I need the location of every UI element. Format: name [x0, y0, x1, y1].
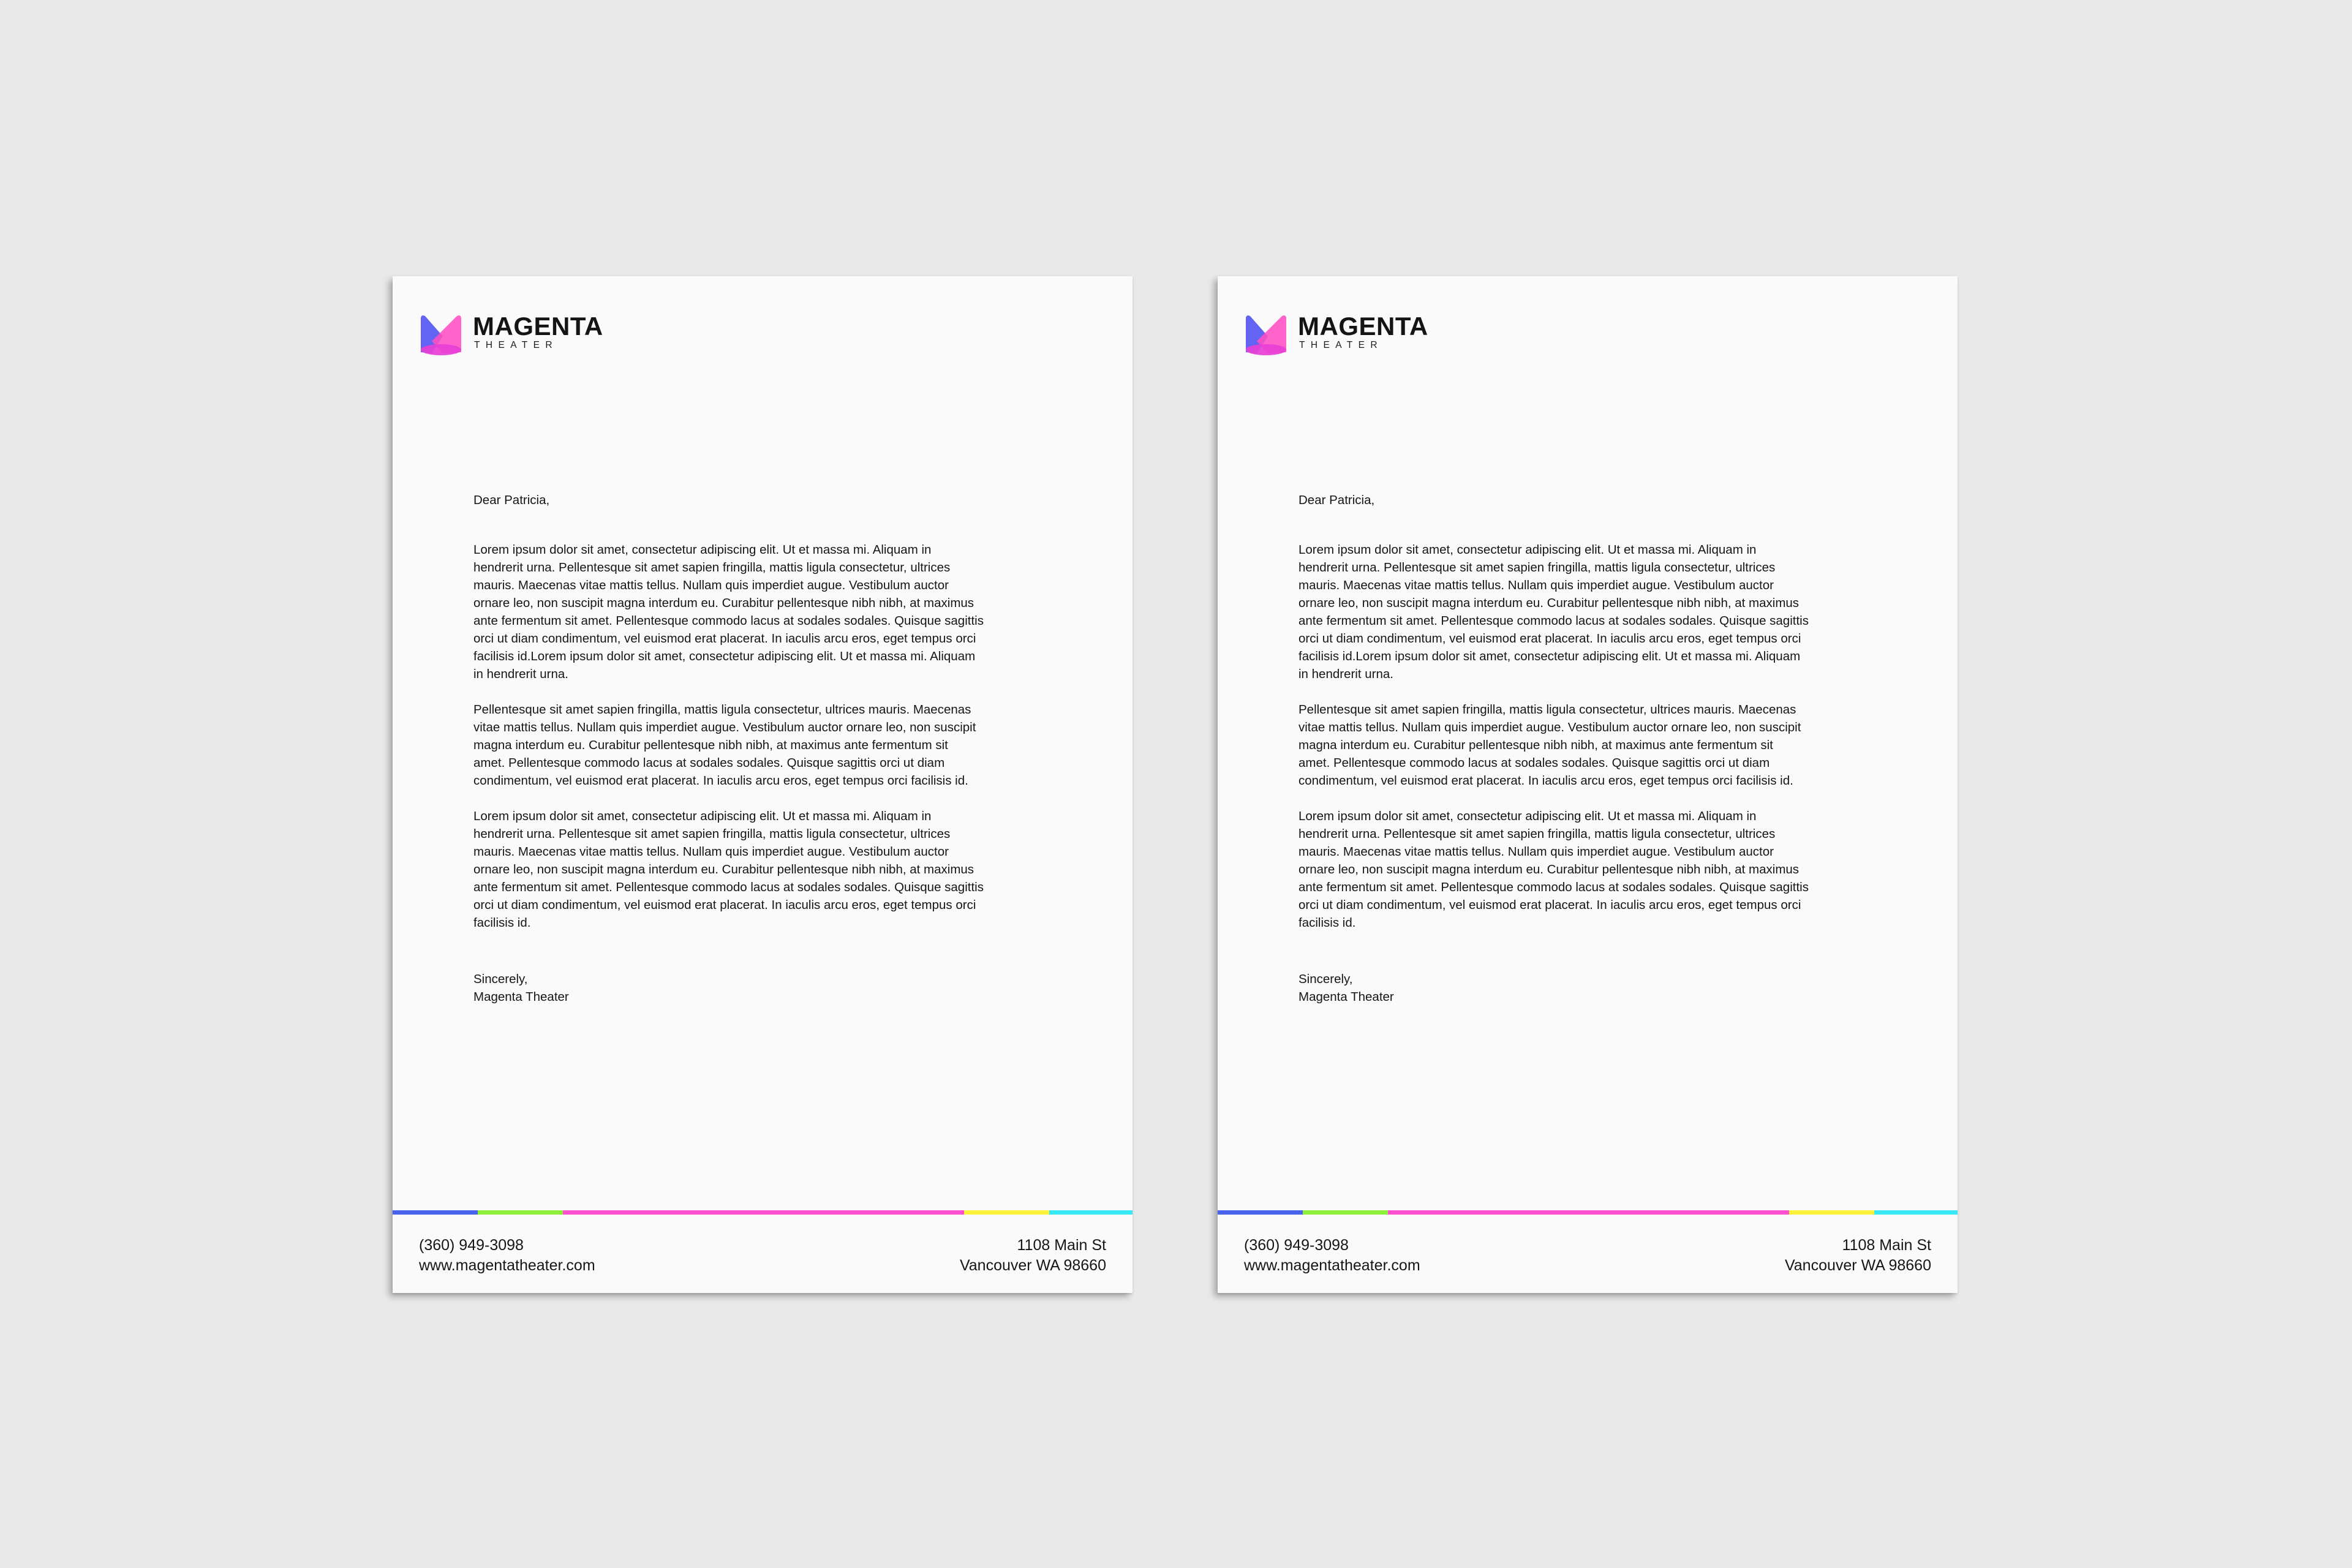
- paragraph-line: orci ut diam condimentum, vel euismod erat placerat. In iaculis arcu eros, eget tempus orci: [1298, 898, 1801, 912]
- stripe-segment-blue: [1218, 1210, 1303, 1215]
- salutation: Dear Patricia,: [473, 493, 550, 507]
- paragraph-line: hendrerit urna. Pellentesque sit amet sapien fringilla, mattis ligula consectetur, ultrices: [1298, 560, 1776, 575]
- signature: Magenta Theater: [473, 990, 569, 1004]
- paragraph-line: mauris. Maecenas vitae mattis tellus. Nullam quis imperdiet augue. Vestibulum auctor: [473, 845, 949, 859]
- paragraph-line: in hendrerit urna.: [473, 667, 568, 681]
- paragraph-line: mauris. Maecenas vitae mattis tellus. Nullam quis imperdiet augue. Vestibulum auctor: [473, 578, 949, 592]
- paragraph-line: hendrerit urna. Pellentesque sit amet sapien fringilla, mattis ligula consectetur, ultrices: [473, 560, 951, 575]
- stripe-segment-cyan: [1049, 1210, 1133, 1215]
- paragraph-line: facilisis id.: [473, 916, 531, 930]
- paragraph-line: amet. Pellentesque commodo lacus at sodales sodales. Quisque sagittis orci ut diam: [1298, 756, 1770, 770]
- address-line-2: Vancouver WA 98660: [1784, 1257, 1931, 1274]
- paragraph-line: Pellentesque sit amet sapien fringilla, mattis ligula consectetur, ultrices mauris. Maecenas: [1298, 703, 1796, 717]
- brand-subtitle: THEATER: [1299, 340, 1383, 350]
- website-link[interactable]: www.magentatheater.com: [1244, 1257, 1420, 1274]
- paragraph-line: hendrerit urna. Pellentesque sit amet sapien fringilla, mattis ligula consectetur, ultrices: [473, 827, 951, 841]
- paragraph-line: Lorem ipsum dolor sit amet, consectetur adipiscing elit. Ut et massa mi. Aliquam in: [473, 543, 932, 557]
- magenta-theater-logo-icon: [1243, 313, 1289, 356]
- paragraph-line: ante fermentum sit amet. Pellentesque commodo lacus at sodales sodales. Quisque sagittis: [1298, 614, 1809, 628]
- color-stripe: [393, 1210, 1133, 1215]
- footer-contact: [1244, 1235, 1420, 1276]
- paragraph-line: ante fermentum sit amet. Pellentesque commodo lacus at sodales sodales. Quisque sagittis: [473, 614, 984, 628]
- paragraph-line: mauris. Maecenas vitae mattis tellus. Nullam quis imperdiet augue. Vestibulum auctor: [1298, 578, 1774, 592]
- paragraph-line: orci ut diam condimentum, vel euismod erat placerat. In iaculis arcu eros, eget tempus orci: [473, 898, 976, 912]
- closing: Sincerely,: [473, 972, 528, 986]
- paragraph-line: facilisis id.: [1298, 916, 1356, 930]
- brand-name: MAGENTA: [473, 312, 603, 341]
- paragraph-line: Lorem ipsum dolor sit amet, consectetur adipiscing elit. Ut et massa mi. Aliquam in: [473, 809, 932, 823]
- address-line-1: 1108 Main St: [1842, 1237, 1931, 1254]
- paragraph-line: in hendrerit urna.: [1298, 667, 1393, 681]
- paragraph-line: Lorem ipsum dolor sit amet, consectetur adipiscing elit. Ut et massa mi. Aliquam in: [1298, 543, 1757, 557]
- brand-subtitle: THEATER: [474, 340, 558, 350]
- website-link[interactable]: www.magentatheater.com: [419, 1257, 595, 1274]
- paragraph-line: ante fermentum sit amet. Pellentesque commodo lacus at sodales sodales. Quisque sagittis: [473, 880, 984, 894]
- stripe-segment-green: [1303, 1210, 1388, 1215]
- salutation: Dear Patricia,: [1298, 493, 1375, 507]
- paragraph-line: orci ut diam condimentum, vel euismod erat placerat. In iaculis arcu eros, eget tempus orci: [1298, 631, 1801, 646]
- stripe-segment-yellow: [964, 1210, 1049, 1215]
- paragraph-line: hendrerit urna. Pellentesque sit amet sapien fringilla, mattis ligula consectetur, ultrices: [1298, 827, 1776, 841]
- letterhead-page-right: [1218, 276, 1958, 1293]
- paragraph-line: ornare leo, non suscipit magna interdum eu. Curabitur pellentesque nibh nibh, at maximus: [1298, 862, 1800, 876]
- paragraph-line: condimentum, vel euismod erat placerat. In iaculis arcu eros, eget tempus orci facilisis id.: [1298, 774, 1793, 788]
- paragraph-line: magna interdum eu. Curabitur pellentesque nibh nibh, at maximus ante fermentum sit: [473, 738, 948, 752]
- color-stripe: [1218, 1210, 1958, 1215]
- phone-number: (360) 949-3098: [419, 1237, 524, 1254]
- footer-contact: [419, 1235, 595, 1276]
- phone-number: (360) 949-3098: [1244, 1237, 1349, 1254]
- paragraph-line: ornare leo, non suscipit magna interdum eu. Curabitur pellentesque nibh nibh, at maximus: [473, 862, 974, 876]
- paragraph-line: amet. Pellentesque commodo lacus at sodales sodales. Quisque sagittis orci ut diam: [473, 756, 945, 770]
- paragraph-line: ornare leo, non suscipit magna interdum eu. Curabitur pellentesque nibh nibh, at maximus: [1298, 596, 1800, 610]
- paragraph-line: magna interdum eu. Curabitur pellentesque nibh nibh, at maximus ante fermentum sit: [1298, 738, 1773, 752]
- stripe-segment-green: [478, 1210, 563, 1215]
- footer-address: [960, 1235, 1106, 1276]
- paragraph-line: facilisis id.Lorem ipsum dolor sit amet, consectetur adipiscing elit. Ut et massa mi. Aliquam: [1298, 649, 1801, 663]
- paragraph-line: facilisis id.Lorem ipsum dolor sit amet, consectetur adipiscing elit. Ut et massa mi. Aliquam: [473, 649, 976, 663]
- brand-name: MAGENTA: [1298, 312, 1428, 341]
- paragraph-line: orci ut diam condimentum, vel euismod erat placerat. In iaculis arcu eros, eget tempus orci: [473, 631, 976, 646]
- paragraph-line: ornare leo, non suscipit magna interdum eu. Curabitur pellentesque nibh nibh, at maximus: [473, 596, 974, 610]
- letterhead-page-left: [393, 276, 1133, 1293]
- paragraph-line: ante fermentum sit amet. Pellentesque commodo lacus at sodales sodales. Quisque sagittis: [1298, 880, 1809, 894]
- address-line-2: Vancouver WA 98660: [959, 1257, 1106, 1274]
- address-line-1: 1108 Main St: [1017, 1237, 1106, 1254]
- stripe-segment-magenta: [1388, 1210, 1789, 1215]
- footer-address: [1785, 1235, 1931, 1276]
- paragraph-line: condimentum, vel euismod erat placerat. In iaculis arcu eros, eget tempus orci facilisis id.: [473, 774, 968, 788]
- paragraph-line: vitae mattis tellus. Nullam quis imperdiet augue. Vestibulum auctor ornare leo, non suscipit: [473, 720, 976, 734]
- stripe-segment-yellow: [1789, 1210, 1874, 1215]
- magenta-theater-logo-icon: [418, 313, 464, 356]
- signature: Magenta Theater: [1298, 990, 1394, 1004]
- paragraph-line: mauris. Maecenas vitae mattis tellus. Nullam quis imperdiet augue. Vestibulum auctor: [1298, 845, 1774, 859]
- stripe-segment-magenta: [563, 1210, 964, 1215]
- stripe-segment-blue: [393, 1210, 478, 1215]
- paragraph-line: Pellentesque sit amet sapien fringilla, mattis ligula consectetur, ultrices mauris. Maecenas: [473, 703, 971, 717]
- closing: Sincerely,: [1298, 972, 1353, 986]
- paragraph-line: vitae mattis tellus. Nullam quis imperdiet augue. Vestibulum auctor ornare leo, non suscipit: [1298, 720, 1801, 734]
- stripe-segment-cyan: [1874, 1210, 1958, 1215]
- paragraph-line: Lorem ipsum dolor sit amet, consectetur adipiscing elit. Ut et massa mi. Aliquam in: [1298, 809, 1757, 823]
